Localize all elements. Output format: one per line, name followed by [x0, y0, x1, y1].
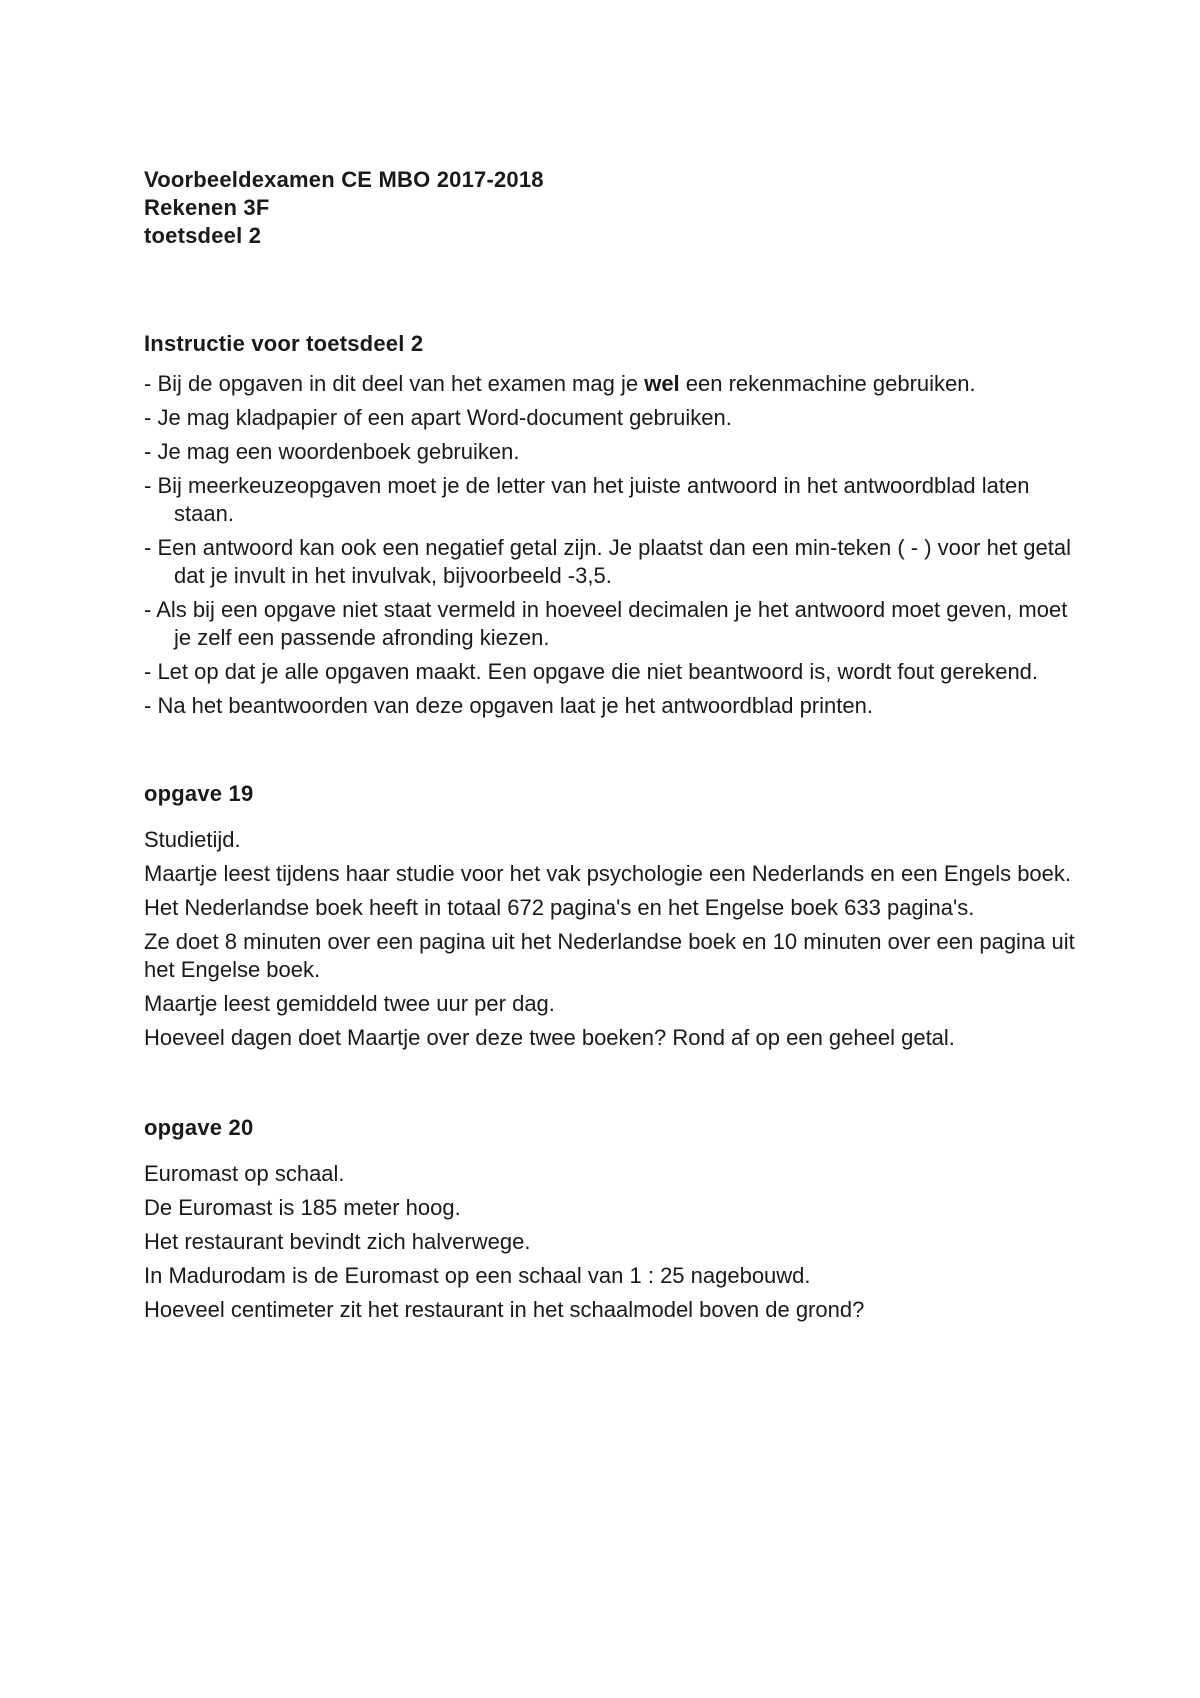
instructions-heading: Instructie voor toetsdeel 2: [144, 331, 424, 356]
instruction-item: - Na het beantwoorden van deze opgaven laat je het antwoordblad printen.: [144, 693, 873, 718]
question-paragraph: Het Nederlandse boek heeft in totaal 672 pagina's en het Engelse boek 633 pagina's.: [144, 895, 975, 920]
instruction-item: - Bij de opgaven in dit deel van het examen mag je wel een rekenmachine gebruiken.: [144, 371, 976, 396]
question-paragraph: Hoeveel centimeter zit het restaurant in het schaalmodel boven de grond?: [144, 1297, 865, 1322]
question-paragraph: In Madurodam is de Euromast op een schaal van 1 : 25 nagebouwd.: [144, 1263, 811, 1288]
instruction-item: - Een antwoord kan ook een negatief getal zijn. Je plaatst dan een min-teken ( - ) voor het getal dat je invult in het invulvak, bijvoorbeeld -3,5.: [144, 535, 1071, 588]
exam-part: toetsdeel 2: [144, 223, 262, 248]
question-19: [144, 780, 1084, 1052]
question-heading: opgave 19: [144, 781, 254, 806]
exam-title: Voorbeeldexamen CE MBO 2017-2018: [144, 167, 544, 192]
title-block: [144, 166, 1084, 250]
instruction-item: - Je mag kladpapier of een apart Word-document gebruiken.: [144, 405, 732, 430]
question-paragraph: Hoeveel dagen doet Maartje over deze twee boeken? Rond af op een geheel getal.: [144, 1025, 955, 1050]
question-20: [144, 1114, 1084, 1324]
question-paragraph: Ze doet 8 minuten over een pagina uit het Nederlandse boek en 10 minuten over een pagina uit het Engelse boek.: [144, 929, 1075, 982]
question-paragraph: Euromast op schaal.: [144, 1161, 345, 1186]
document-content: [144, 166, 1084, 1330]
instruction-item: - Als bij een opgave niet staat vermeld in hoeveel decimalen je het antwoord moet geven, moet je zelf een passende afronding kiezen.: [144, 597, 1068, 650]
instruction-item: - Let op dat je alle opgaven maakt. Een opgave die niet beantwoord is, wordt fout gerekend.: [144, 659, 1039, 684]
emphasis-text: wel: [644, 371, 680, 396]
question-paragraph: Maartje leest tijdens haar studie voor het vak psychologie een Nederlands en een Engels boek.: [144, 861, 1072, 886]
question-body: [144, 1160, 1084, 1324]
question-body: [144, 826, 1084, 1052]
question-paragraph: Maartje leest gemiddeld twee uur per dag.: [144, 991, 555, 1016]
question-paragraph: De Euromast is 185 meter hoog.: [144, 1195, 461, 1220]
instruction-item: - Bij meerkeuzeopgaven moet je de letter van het juiste antwoord in het antwoordblad laten staan.: [144, 473, 1030, 526]
instruction-item: - Je mag een woordenboek gebruiken.: [144, 439, 520, 464]
question-heading: opgave 20: [144, 1115, 254, 1140]
question-paragraph: Studietijd.: [144, 827, 241, 852]
instructions-list: [144, 370, 1084, 720]
exam-subject: Rekenen 3F: [144, 195, 270, 220]
question-paragraph: Het restaurant bevindt zich halverwege.: [144, 1229, 531, 1254]
